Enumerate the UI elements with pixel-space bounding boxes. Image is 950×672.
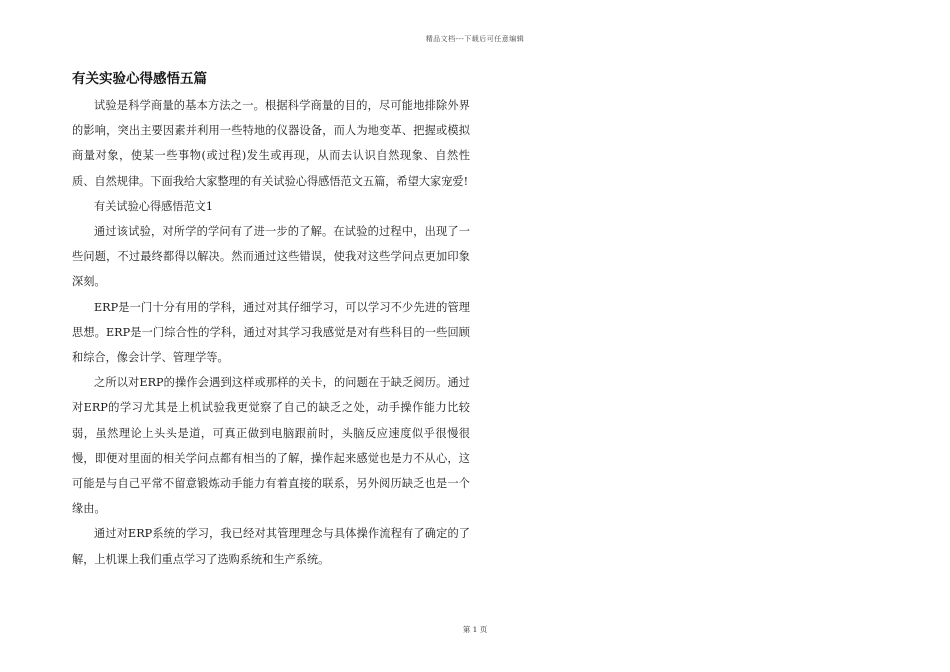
section-heading: 有关试验心得感悟范文1 (94, 199, 213, 213)
body-paragraph: 之所以对ERP的操作会遇到这样或那样的关卡，的问题在于缺乏阅历。通过对ERP的学习尤其是上机试验我更觉察了自己的缺乏之处，动手操作能力比较弱，虽然理论上头头是道，可真正做到电脑跟前时，头脑反应速度似乎很慢很慢，即便对里面的相关学问点都有相当的了解，操作起来感觉也是力不从心，这可能是与自己平常不留意锻炼动手能力有着直接的联系，另外阅历缺乏也是一个缘由。 (72, 376, 470, 516)
document-title: 有关实验心得感悟五篇 (72, 71, 207, 87)
body-paragraph: 通过对ERP系统的学习，我已经对其管理理念与具体操作流程有了确定的了解，上机课上我们重点学习了选购系统和生产系统。 (72, 527, 470, 566)
page-number: 第 1 页 (462, 625, 488, 634)
body-paragraph: ERP是一门十分有用的学科，通过对其仔细学习，可以学习不少先进的管理思想。ERP是一门综合性的学科，通过对其学习我感觉是对有些科目的一些回顾和综合，像会计学、管理学等。 (72, 300, 470, 365)
body-paragraph: 通过该试验，对所学的学问有了进一步的了解。在试验的过程中，出现了一些问题，不过最终都得以解决。然而通过这些错误，使我对这些学问点更加印象深刻。 (72, 225, 470, 289)
document-body (72, 93, 470, 572)
page-header: 精品文档---下载后可任意编辑 (425, 35, 525, 43)
intro-paragraph: 试验是科学商量的基本方法之一。根据科学商量的目的，尽可能地排除外界的影响，突出主要因素并利用一些特地的仪器设备，而人为地变革、把握或模拟商量对象，使某一些事物(或过程)发生或再现，从而去认识自然现象、自然性质、自然规律。下面我给大家整理的有关试验心得感悟范文五篇，希望大家宠爱! (72, 99, 470, 188)
